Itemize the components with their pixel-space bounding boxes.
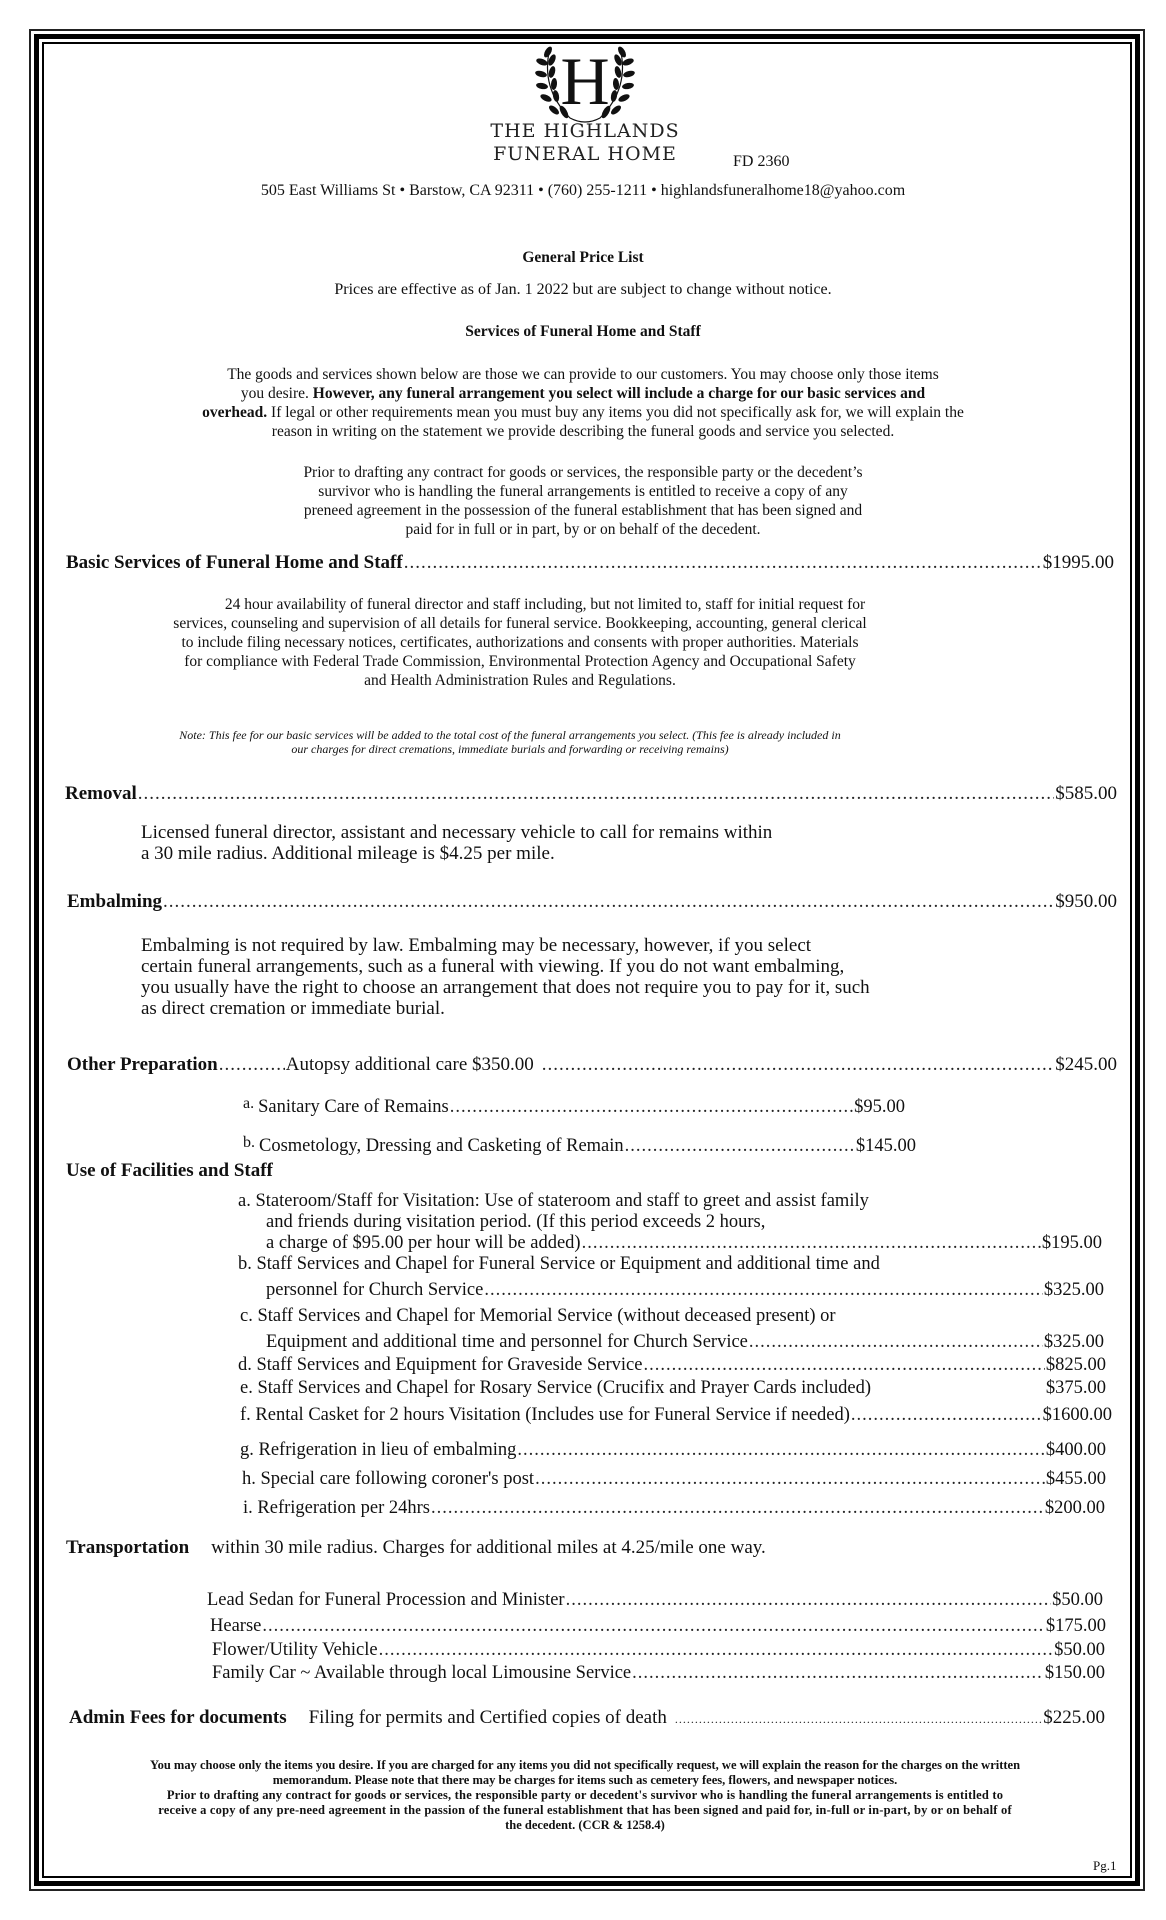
transportation-label: Transportation [66,1537,190,1558]
basic-services-row [66,552,1114,574]
removal-row [65,783,1117,805]
facilities-label: Use of Facilities and Staff [66,1160,273,1181]
prep-item-cosmetology: b. Cosmetology, Dressing and Casketing of Remain ..... $145.00 [243,1136,916,1157]
services-section-title: Services of Funeral Home and Staff [465,323,701,340]
facility-item-g: g. Refrigeration in lieu of embalming ..... $400.00 [240,1440,1106,1461]
leader-dots [138,783,1054,804]
page-number: Pg.1 [1093,1858,1117,1873]
transportation-row [66,1537,766,1559]
other-preparation-label: Other Preparation [67,1054,218,1075]
transport-item-lead-sedan: Lead Sedan for Funeral Procession and Minister ..... $50.00 [207,1590,1103,1611]
other-preparation-price: $245.00 [1055,1054,1117,1075]
prep-item-sanitary: a. Sanitary Care of Remains ..... $95.00 [243,1097,905,1118]
basic-services-note: Note: This fee for our basic services will be added to the total cost of the funeral arrangements you select. (This fee is already included in our charges for direct cremations, immediate burials and forwarding or receiving remains) [179,728,841,756]
leader-dots [379,1640,1054,1661]
facility-item-f: f. Rental Casket for 2 hours Visitation (Includes use for Funeral Service if needed) ..... $1600.00 [240,1405,1112,1426]
transport-item-hearse: Hearse ..... $175.00 [210,1616,1106,1637]
leader-dots [262,1616,1045,1637]
leader-dots [219,1054,285,1075]
embalming-label: Embalming [67,891,163,912]
footer-disclaimer: You may choose only the items you desire. If you are charged for any items you did not specifically request, we will explain the reason for the charges on the written memorandum. Please note that there may be charges for items such as cemetery fees, flowers, and newspaper notices. Prior to drafting any contract for goods or services, the responsible party or decedent's survivor who is handling the funeral arrangements is entitled to receive a copy of any pre-need agreement in the passion of the funeral establishment that has been signed and paid for, in-full or in-part, by or on behalf of the decedent. (CCR & 1258.4) [149,1758,1021,1832]
leader-dots [851,1405,1042,1426]
embalming-price: $950.00 [1055,891,1117,912]
basic-services-label: Basic Services of Funeral Home and Staff [66,552,403,573]
brand-line-1: THE HIGHLANDS [490,120,680,142]
facility-item-d: d. Staff Services and Equipment for Graveside Service ..... $825.00 [238,1355,1106,1376]
removal-label: Removal [65,783,137,804]
admin-fees-row [69,1707,1105,1730]
facility-item-c-last: Equipment and additional time and personnel for Church Service ..... $325.00 [266,1332,1104,1353]
transportation-note: within 30 mile radius. Charges for additional miles at 4.25/mile one way. [211,1537,766,1558]
leader-dots [542,1054,1054,1075]
facility-item-a-last: a charge of $95.00 per hour will be added) ..... $195.00 [266,1233,1102,1254]
facility-item-b-last: personnel for Church Service ..... $325.00 [266,1280,1104,1301]
leader-dots [484,1280,1043,1301]
leader-dots [517,1440,1044,1461]
transport-item-family-car: Family Car ~ Available through local Limousine Service ..... $150.00 [212,1663,1105,1684]
embalming-description: Embalming is not required by law. Embalming may be necessary, however, if you select certain funeral arrangements, such as a funeral with viewing. If you do not want embalming, you usually have the right to choose an arrangement that does not require you to pay for it, such as direct cremation or immediate burial. [141,935,870,1019]
leader-dots [625,1136,855,1157]
basic-services-price: $1995.00 [1042,552,1114,573]
embalming-row [67,891,1117,913]
leader-dots [566,1590,1052,1611]
transport-item-flower-vehicle: Flower/Utility Vehicle ..... $50.00 [212,1640,1105,1661]
leader-dots [582,1233,1041,1254]
basic-services-description: 24 hour availability of funeral director and staff including, but not limited to, staff for initial request for services, counseling and supervision of all details for funeral service. Bookkeeping, accounting, general clerical to include filing necessary notices, certificates, authorizations and consents with proper authorities. Materials for compliance with Federal Trade Commission, Environmental Protection Agency and Occupational Safety and Health Administration Rules and Regulations. [173,596,867,689]
facility-item-b: b. Staff Services and Chapel for Funeral Service or Equipment and additional time and [238,1254,880,1274]
brand-line-2: FUNERAL HOME [493,143,677,165]
leader-dots [404,552,1042,573]
other-preparation-row [67,1054,1117,1076]
effective-date-note: Prices are effective as of Jan. 1 2022 but are subject to change without notice. [334,281,832,298]
facility-item-a: a. Stateroom/Staff for Visitation: Use of stateroom and staff to greet and assist family and friends during visitation period. (If this period exceeds 2 hours, [238,1191,869,1232]
facility-item-i: i. Refrigeration per 24hrs ..... $200.00 [243,1498,1105,1519]
removal-price: $585.00 [1055,783,1117,804]
facility-item-h: h. Special care following coroner's post ..... $455.00 [242,1469,1106,1490]
removal-description: Licensed funeral director, assistant and necessary vehicle to call for remains within a 30 mile radius. Additional mileage is $4.25 per mile. [141,822,773,864]
leader-dots [431,1498,1044,1519]
leader-dots [632,1663,1044,1684]
leader-dots [535,1469,1045,1490]
price-list-title: General Price List [522,249,644,266]
contact-line: 505 East Williams St • Barstow, CA 92311 • (760) 255-1211 • highlandsfuneralhome18@yahoo.com [260,182,906,199]
leader-dots [675,1709,1042,1730]
leader-dots [450,1097,853,1118]
autopsy-care-label: Autopsy additional care $350.00 [285,1054,534,1075]
intro-paragraph-1: The goods and services shown below are those we can provide to our customers. You may choose only those items you desire. However, any funeral arrangement you select will include a charge for our basic services and overhead. If legal or other requirements mean you must buy any items you did not specifically ask for, we will explain the reason in writing on the statement we provide describing the funeral goods and service you selected. [202,366,964,440]
logo-letter: H [560,43,610,119]
leader-dots [643,1355,1044,1376]
facility-item-c: c. Staff Services and Chapel for Memorial Service (without deceased present) or [240,1306,836,1326]
license-number: FD 2360 [733,153,790,170]
intro-paragraph-2: Prior to drafting any contract for goods or services, the responsible party or the decedent’s survivor who is handling the funeral arrangements is entitled to receive a copy of any preneed agreement in the possession of the funeral establishment that has been signed and paid for in full or in part, by or on behalf of the decedent. [303,464,863,538]
leader-dots [163,891,1054,912]
admin-fees-label: Admin Fees for documents [69,1707,287,1728]
facility-item-e: e. Staff Services and Chapel for Rosary Service (Crucifix and Prayer Cards included) $375.00 [240,1378,1106,1398]
leader-dots [749,1332,1043,1353]
admin-fees-description: Filing for permits and Certified copies of death [308,1707,667,1728]
admin-fees-price: $225.00 [1043,1707,1105,1728]
